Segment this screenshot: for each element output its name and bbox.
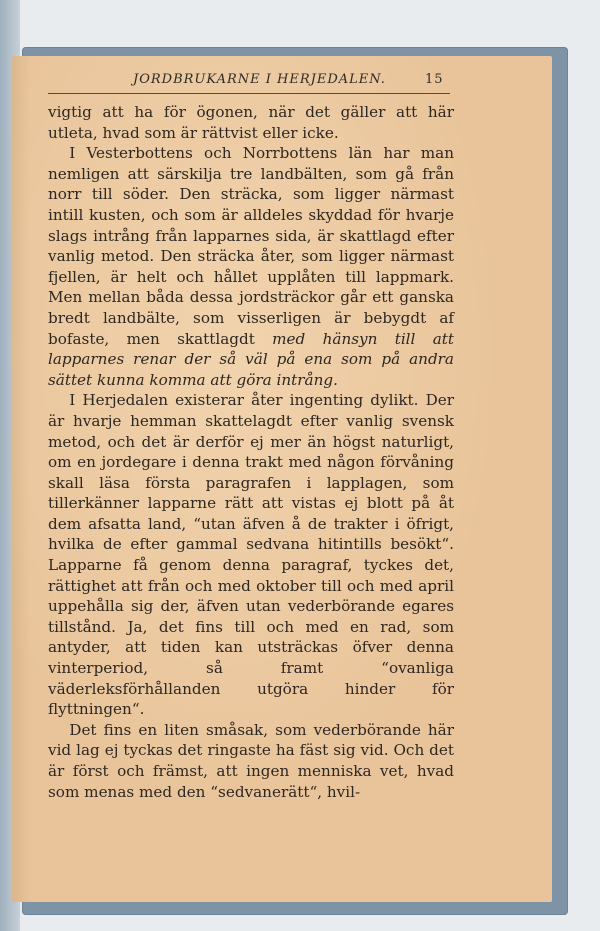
running-header-title: JORDBRUKARNE I HERJEDALEN. xyxy=(133,72,386,87)
paragraph xyxy=(48,102,454,143)
text-run: I Vesterbottens och Norrbottens län har man nemligen att särskilja tre landbälten, som gå från norr till söder. Den sträcka, som ligger närmast intill kusten, och som är alldeles skyddad för hvarje slags intrång från lapparnes sida, är skattlagd efter vanlig metod. Den sträcka åter, som ligger närmast fjellen, är helt och hållet upplåten till lappmark. Men mellan båda dessa jordsträckor går ett ganska bredt landbälte, som visserligen är bebygdt af bofaste, men skattlagdt xyxy=(48,144,454,348)
paragraph xyxy=(48,143,454,390)
paragraph xyxy=(48,390,454,720)
paragraph xyxy=(48,720,454,802)
text-run: vigtig att ha för ögonen, när det gäller att här utleta, hvad som är rättvist eller icke. xyxy=(48,103,454,142)
header-rule xyxy=(48,93,450,94)
page-number: 15 xyxy=(425,72,444,87)
italic-text-run: med hänsyn till att lapparnes renar der så väl på ena som på andra sättet kunna komma att göra intrång. xyxy=(48,329,454,389)
text-run: I Herjedalen existerar åter ingenting dylikt. Der är hvarje hemman skattelagdt efter vanlig svensk metod, och det är derför ej mer än högst naturligt, om en jordegare i denna trakt med någon förvåning skall läsa första paragrafen i lapplagen, som tillerkänner lapparne rätt att vistas ej blott på åt dem afsatta land, “utan äfven å de trakter i öfrigt, hvilka de efter gammal sedvana hitintills besökt“. Lapparne få genom denna paragraf, tyckes det, rättighet att från och med oktober till och med april uppehålla sig der, äfven utan vederbörande egares tillstånd. Ja, det fins till och med en rad, som antyder, att tiden kan utsträckas öfver denna vinterperiod, så framt “ovanliga väderleksförhållanden utgöra hinder för flyttningen“. xyxy=(48,391,454,719)
running-header xyxy=(50,72,450,92)
text-run: Det fins en liten småsak, som vederbörande här vid lag ej tyckas det ringaste ha fäst sig vid. Och det är först och främst, att ingen menniska vet, hvad som menas med den “sedvanerätt“, hvil- xyxy=(48,720,454,801)
page-body-text xyxy=(48,102,454,802)
